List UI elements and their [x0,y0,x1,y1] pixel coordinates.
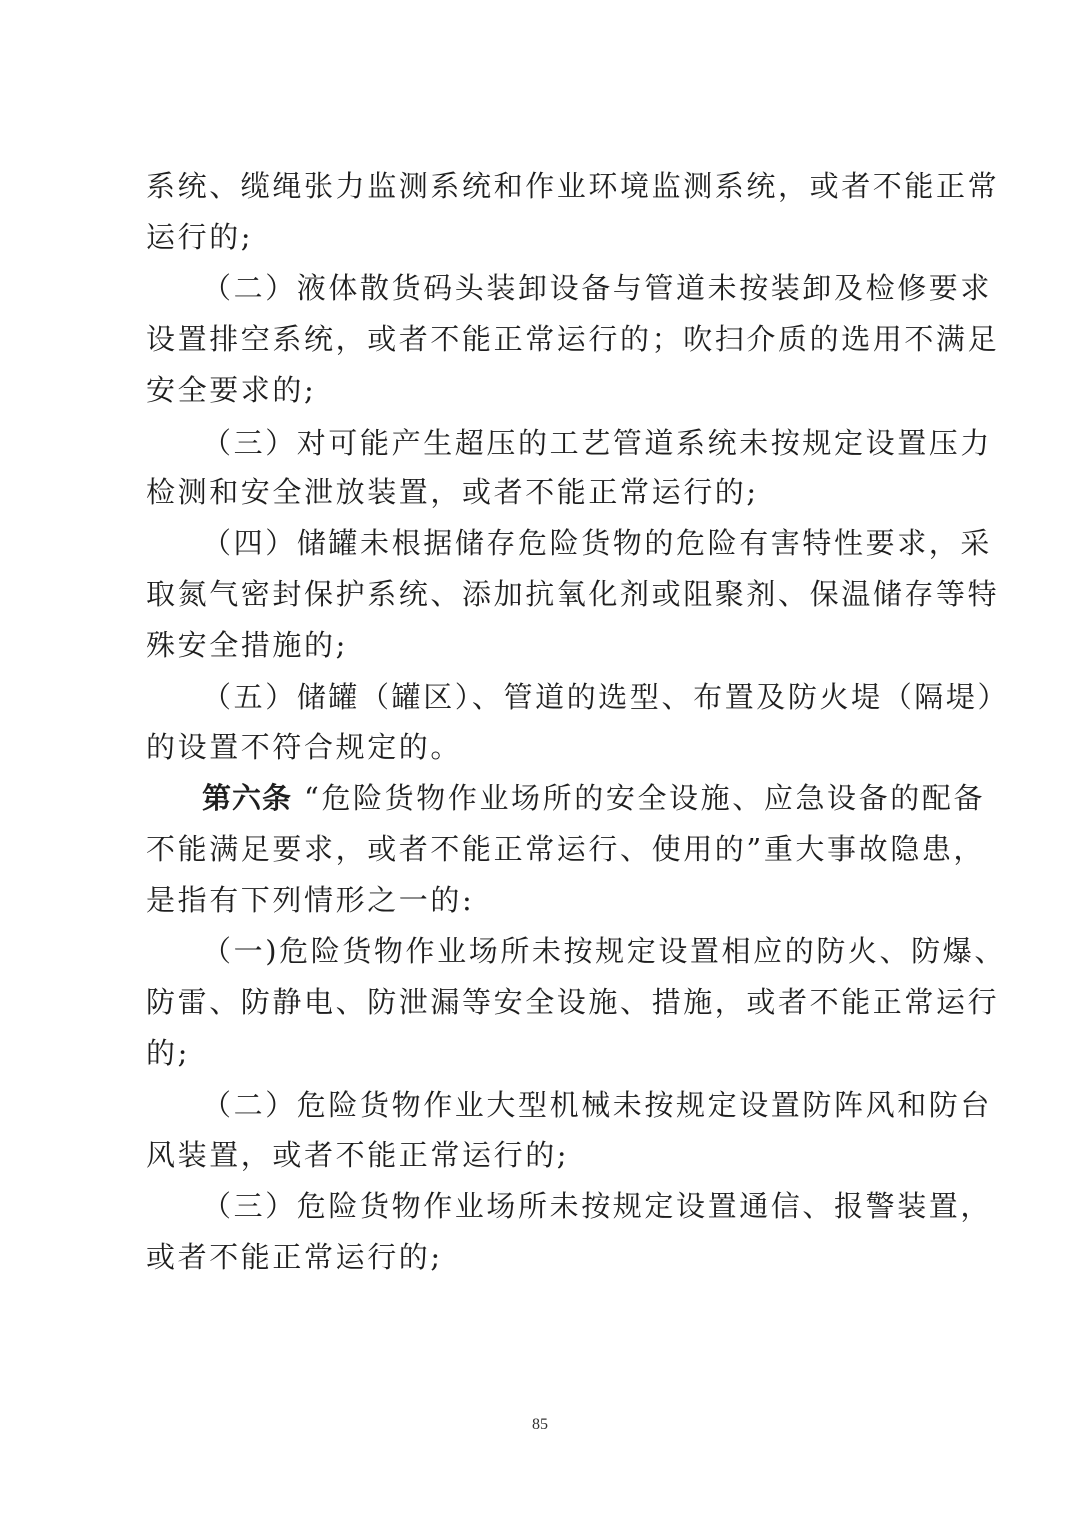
list-item-line: （三）对可能产生超压的工艺管道系统未按规定设置压力 [202,426,993,460]
body-line: 殊安全措施的; [146,628,348,662]
article-heading: 第六条 [202,781,293,815]
list-item-line: （五）储罐（罐区）、管道的选型、布置及防火堤（隔堤） [202,680,1010,714]
list-item-line: （四）储罐未根据储存危险货物的危险有害特性要求，采 [202,526,993,560]
body-line: 的设置不符合规定的。 [146,730,463,764]
body-line: 系统、缆绳张力监测系统和作业环境监测系统，或者不能正常 [146,169,1000,203]
body-line: 的; [146,1036,190,1070]
body-line: 风装置，或者不能正常运行的; [146,1138,570,1172]
body-line: 运行的; [146,220,254,254]
body-line: 不能满足要求，或者不能正常运行、使用的”重大事故隐患， [146,832,986,866]
body-line: 或者不能正常运行的; [146,1240,443,1274]
list-item-line: （三）危险货物作业场所未按规定设置通信、报警装置， [202,1189,993,1223]
page-number: 85 [532,1416,548,1433]
list-item-line: （二）液体散货码头装卸设备与管道未按装卸及检修要求 [202,271,993,305]
list-item-line: （一)危险货物作业场所未按规定设置相应的防火、防爆、 [202,934,1006,968]
body-line: 安全要求的; [146,373,317,407]
body-line: 设置排空系统，或者不能正常运行的；吹扫介质的选用不满足 [146,322,1000,356]
list-item-line: （二）危险货物作业大型机械未按规定设置防阵风和防台 [202,1088,993,1122]
article-text: “危险货物作业场所的安全设施、应急设备的配备 [304,781,986,815]
article-line [202,778,986,818]
body-line: 检测和安全泄放装置，或者不能正常运行的; [146,475,759,509]
body-line: 取氮气密封保护系统、添加抗氧化剂或阻聚剂、保温储存等特 [146,577,1000,611]
body-line: 防雷、防静电、防泄漏等安全设施、措施，或者不能正常运行 [146,985,1000,1019]
body-line: 是指有下列情形之一的: [146,883,475,917]
